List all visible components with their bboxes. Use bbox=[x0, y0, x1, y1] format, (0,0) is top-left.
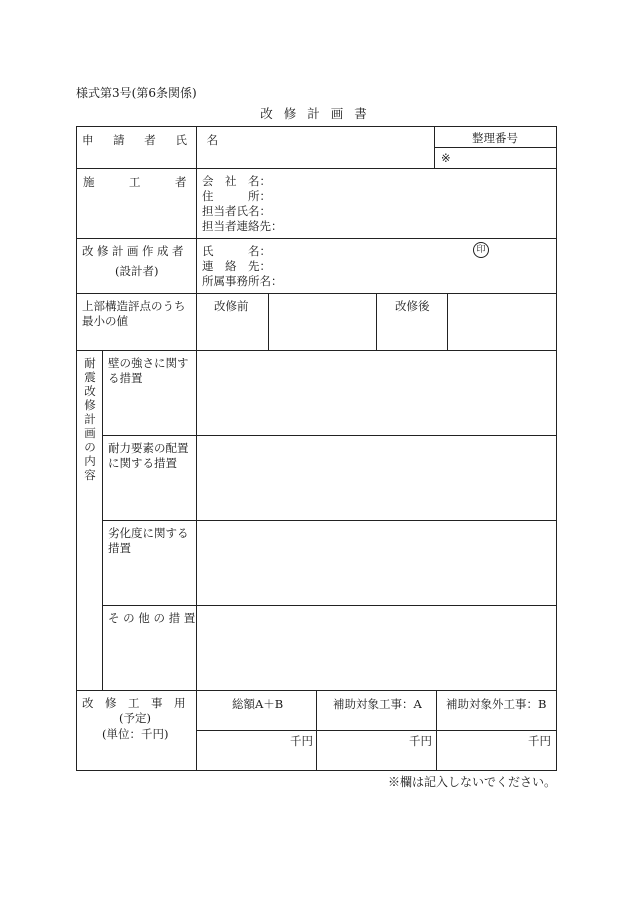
designer-office-field: 所属事務所名： bbox=[202, 274, 283, 288]
designer-contact-field: 連 絡 先： bbox=[202, 259, 271, 273]
wall-strength-label-line2: る措置 bbox=[108, 371, 143, 385]
designer-name-field: 氏 名： bbox=[202, 244, 271, 258]
after-renovation-label: 改修後 bbox=[395, 299, 430, 313]
seal-mark-icon: 印 bbox=[473, 242, 489, 258]
reference-number-label: 整理番号 bbox=[472, 131, 518, 145]
footnote: ※欄は記入しないでください。 bbox=[387, 775, 556, 789]
cost-planned-label: (予定) bbox=[119, 711, 151, 725]
designer-label: 改修計画作成者 bbox=[82, 244, 187, 258]
subsidized-work-header: 補助対象工事：A bbox=[333, 697, 422, 711]
element-layout-label-line2: に関する措置 bbox=[108, 456, 177, 470]
other-measures-label-line1: そ の 他 の 措 置 bbox=[108, 611, 196, 625]
cost-label: 改 修 工 事 用 bbox=[82, 696, 186, 710]
before-renovation-label: 改修前 bbox=[214, 299, 249, 313]
contractor-address-field: 住 所： bbox=[202, 189, 271, 203]
contractor-company-field: 会 社 名： bbox=[202, 174, 271, 188]
contractor-contact-field: 担当者連絡先： bbox=[202, 219, 283, 233]
structure-score-label-line1: 上部構造評点のうち bbox=[82, 299, 186, 313]
non-subsidized-cost-unit: 千円 bbox=[528, 734, 551, 748]
deterioration-label-line2: 措置 bbox=[108, 541, 131, 555]
deterioration-label-line1: 劣化度に関する bbox=[108, 526, 189, 540]
form-number: 様式第3号(第6条関係) bbox=[76, 86, 197, 100]
document-title: 改修計画書 bbox=[260, 106, 378, 121]
element-layout-label-line1: 耐力要素の配置 bbox=[108, 441, 189, 455]
subsidized-cost-unit: 千円 bbox=[409, 734, 432, 748]
non-subsidized-work-header: 補助対象外工事：B bbox=[446, 697, 547, 711]
total-cost-unit: 千円 bbox=[290, 734, 313, 748]
total-cost-header: 総額A＋B bbox=[232, 697, 284, 711]
reference-number-mark: ※ bbox=[441, 151, 451, 165]
renovation-content-section-label: 耐震改修計画の内容 bbox=[84, 356, 96, 482]
contractor-label: 施 工 者 bbox=[83, 175, 187, 189]
wall-strength-label-line1: 壁の強さに関す bbox=[108, 356, 189, 370]
applicant-name-label: 申 請 者 氏 名 bbox=[82, 133, 227, 147]
contractor-person-field: 担当者氏名： bbox=[202, 204, 271, 218]
cost-unit-label: (単位：千円) bbox=[102, 727, 169, 741]
structure-score-label-line2: 最小の値 bbox=[82, 314, 128, 328]
designer-sublabel: (設計者) bbox=[115, 264, 159, 278]
